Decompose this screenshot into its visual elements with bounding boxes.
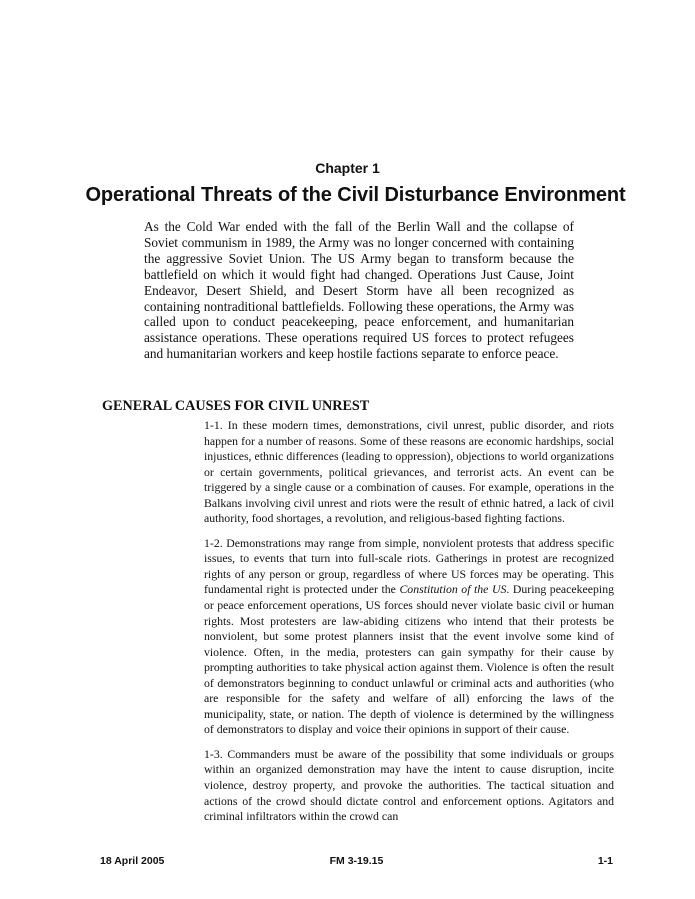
paragraph-1-2 (204, 536, 614, 738)
footer-manual-number: FM 3-19.15 (329, 855, 384, 867)
paragraph-1-1: 1-1. In these modern times, demonstrations, civil unrest, public disorder, and riots happen for a number of reasons. Some of these reasons are economic hardships, social injustices, ethnic differences (leading to oppression), objections to world organizations or certain governments, political grievances, and terrorist acts. An event can be triggered by a single cause or a combination of causes. For example, operations in the Balkans involving civil unrest and riots were the result of ethnic hatred, a lack of civil authority, food shortages, a revolution, and religious-based fighting factions. (204, 418, 614, 526)
constitution-citation: Constitution of the US (399, 582, 507, 597)
paragraph-1-2-text-after: . During peacekeeping or peace enforcement operations, US forces should never violate basic civil or human rights. Most protesters are law-abiding citizens who intend that their protests be nonviolent, but some protest planners insist that the event involve some kind of violence. Often, in the media, protesters can gain sympathy for their cause by prompting authorities to take physical action against them. Violence is often the result of demonstrators beginning to conduct unlawful or criminal acts and authorities (who are responsible for the safety and welfare of all) enforcing the laws of the municipality, state, or nation. The depth of violence is determined by the willingness of demonstrators to display and voice their opinions in support of their cause. (204, 582, 614, 737)
section-body (204, 418, 614, 834)
page-footer (100, 855, 613, 871)
paragraph-1-2-text-before: 1-2. Demonstrations may range from simple, nonviolent protests that address specific issues, to events that turn into full-scale riots. Gatherings in protest are recognized rights of any person or group, regardless of where US forces may be operating. This fundamental right is protected under the (204, 535, 614, 597)
footer-date: 18 April 2005 (100, 855, 165, 867)
chapter-label: Chapter 1 (315, 160, 380, 176)
paragraph-1-3: 1-3. Commanders must be aware of the possibility that some individuals or groups within an organized demonstration may have the intent to cause disruption, incite violence, destroy property, and provoke the authorities. The tactical situation and actions of the crowd should dictate control and enforcement options. Agitators and criminal infiltrators within the crowd can (204, 746, 614, 824)
footer-page-number: 1-1 (597, 855, 613, 867)
intro-paragraph: As the Cold War ended with the fall of the Berlin Wall and the collapse of Soviet communism in 1989, the Army was no longer concerned with containing the aggressive Soviet Union. The US Army began to transform because the battlefield on which it would fight had changed. Operations Just Cause, Joint Endeavor, Desert Shield, and Desert Storm have all been recognized as containing nontraditional battlefields. Following these operations, the Army was called upon to conduct peacekeeping, peace enforcement, and humanitarian assistance operations. These operations required US forces to protect refugees and humanitarian workers and keep hostile factions separate to enforce peace. (144, 219, 574, 362)
section-heading: GENERAL CAUSES FOR CIVIL UNREST (102, 398, 370, 414)
chapter-title: Operational Threats of the Civil Disturbance Environment (85, 184, 626, 206)
